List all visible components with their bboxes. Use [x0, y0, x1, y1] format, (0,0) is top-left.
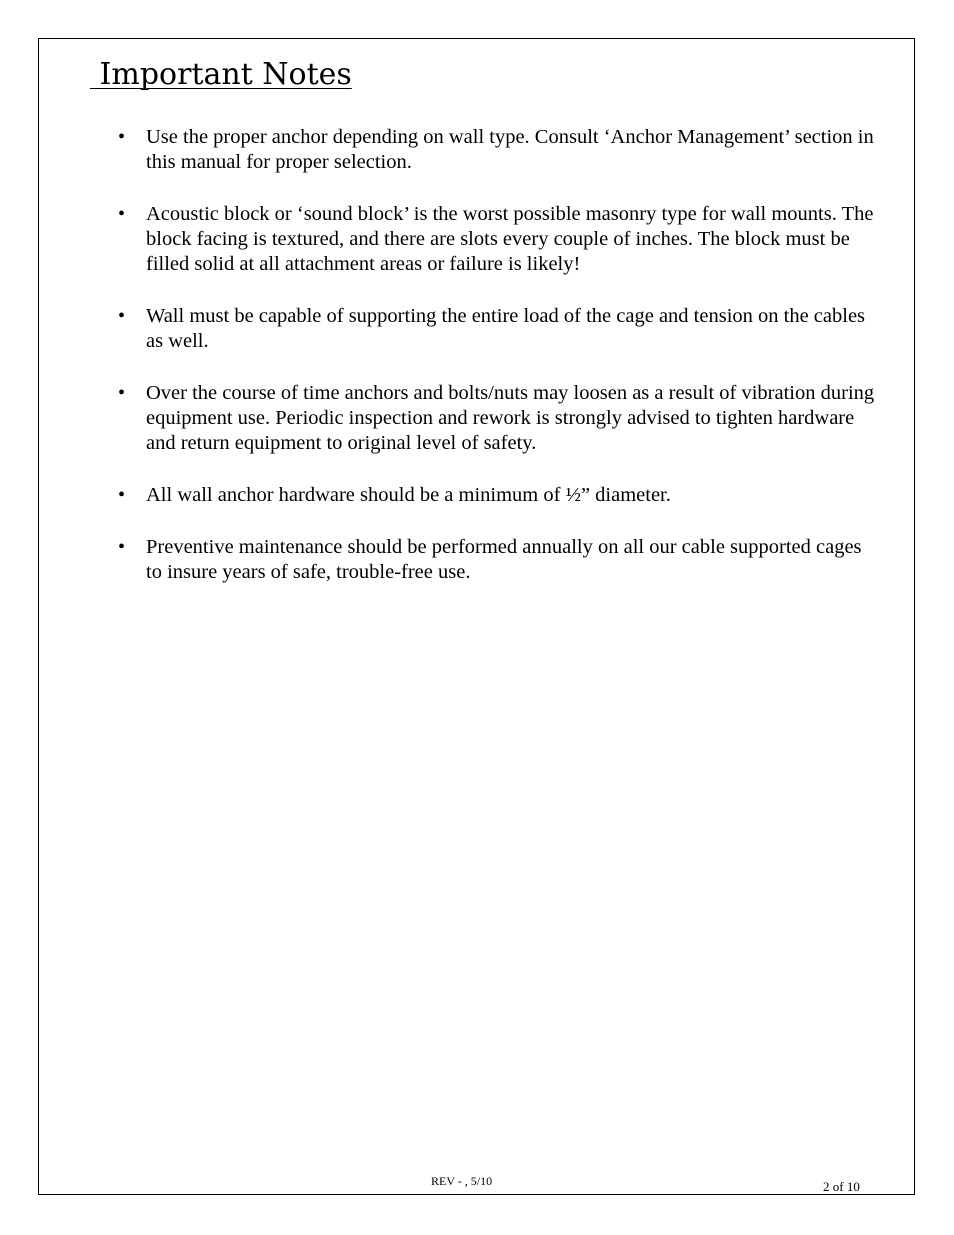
note-item-preventive-maintenance: • Preventive maintenance should be performed annually on all our cable supported cages to insure years of safe, trouble-free use.	[146, 535, 876, 585]
note-item-wall-capacity: • Wall must be capable of supporting the entire load of the cage and tension on the cables as well.	[146, 304, 876, 354]
page-title: Important Notes	[90, 57, 352, 92]
note-item-acoustic-block: • Acoustic block or ‘sound block’ is the worst possible masonry type for wall mounts. The block facing is textured, and there are slots every couple of inches. The block must be filled solid at all attachment areas or failure is likely!	[146, 202, 876, 277]
notes-list	[146, 125, 876, 612]
note-item-hardware-diameter: • All wall anchor hardware should be a minimum of ½” diameter.	[146, 483, 876, 508]
note-item-periodic-inspection: • Over the course of time anchors and bolts/nuts may loosen as a result of vibration during equipment use. Periodic inspection and rework is strongly advised to tighten hardware and return equipment to original level of safety.	[146, 381, 876, 456]
revision-label: REV - , 5/10	[431, 1174, 493, 1188]
page-number: 2 of 10	[823, 1179, 860, 1194]
note-item-anchor-selection: • Use the proper anchor depending on wall type. Consult ‘Anchor Management’ section in this manual for proper selection.	[146, 125, 876, 175]
